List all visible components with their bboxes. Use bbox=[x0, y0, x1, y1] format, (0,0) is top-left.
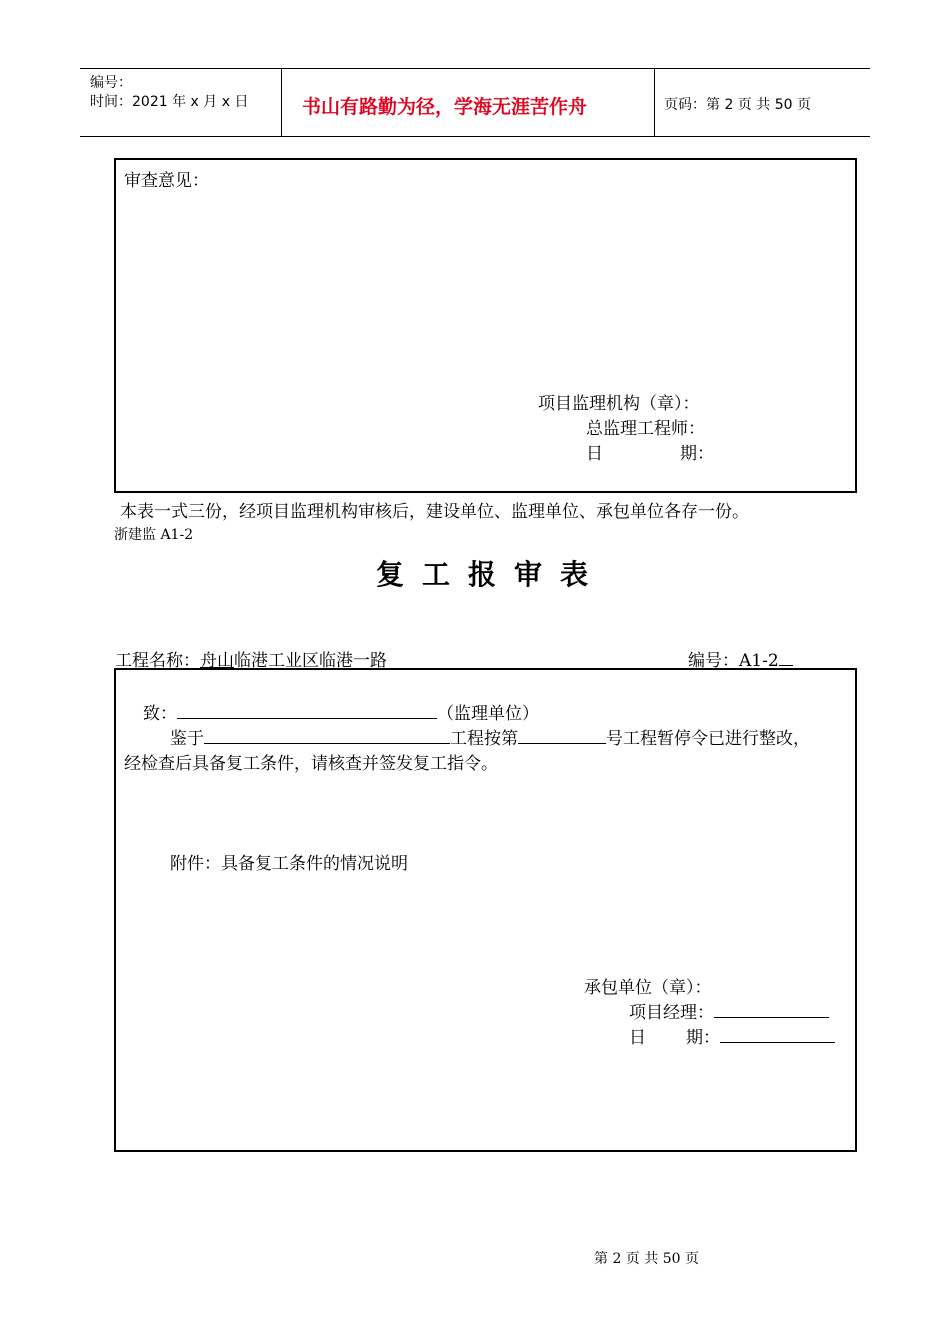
header-bottom-rule bbox=[80, 136, 870, 137]
to-suffix: （监理单位） bbox=[437, 704, 539, 724]
review-opinion-label: 审查意见： bbox=[124, 171, 209, 191]
supervision-unit-field[interactable] bbox=[177, 700, 437, 719]
review-box bbox=[114, 158, 857, 493]
header-page-label: 页码：第 2 页 共 50 页 bbox=[664, 97, 811, 113]
project-number-label: 编号：A1-2 bbox=[688, 651, 779, 671]
project-name-rest: 临港工业区临港一路 bbox=[234, 651, 387, 671]
header-divider bbox=[281, 68, 282, 136]
line3-text: 经检查后具备复工条件，请核查并签发复工指令。 bbox=[124, 754, 498, 774]
line2-prefix: 鉴于 bbox=[170, 729, 204, 749]
manager-row bbox=[629, 998, 829, 1023]
supervision-org-label: 项目监理机构（章）： bbox=[538, 394, 700, 414]
to-row bbox=[143, 699, 539, 724]
header-number-label: 编号： bbox=[90, 75, 132, 91]
header-top-rule bbox=[80, 68, 870, 69]
manager-label: 项目经理： bbox=[629, 1003, 714, 1023]
header-divider bbox=[654, 68, 655, 136]
footer-page-number: 第 2 页 共 50 页 bbox=[594, 1251, 699, 1267]
manager-field[interactable] bbox=[714, 999, 829, 1018]
app-date-label: 日 bbox=[629, 1028, 646, 1048]
date-field[interactable] bbox=[720, 1024, 835, 1043]
stop-order-number-field[interactable] bbox=[518, 725, 606, 744]
review-date-label-2: 期： bbox=[680, 444, 714, 464]
line2-row bbox=[170, 724, 810, 749]
line2-suffix: 号工程暂停令已进行整改， bbox=[606, 729, 810, 749]
chief-engineer-label: 总监理工程师： bbox=[586, 419, 705, 439]
contractor-label: 承包单位（章）： bbox=[584, 978, 712, 998]
project-name-underlined: 舟山 bbox=[200, 651, 234, 671]
project-number-blank[interactable] bbox=[779, 647, 793, 666]
copies-note: 本表一式三份，经项目监理机构审核后，建设单位、监理单位、承包单位各存一份。 bbox=[120, 502, 749, 522]
app-date-label-2: 期： bbox=[686, 1028, 720, 1048]
form-title: 复工报审表 bbox=[376, 558, 607, 591]
to-label: 致： bbox=[143, 704, 177, 724]
project-name-label: 工程名称： bbox=[115, 651, 200, 671]
project-field[interactable] bbox=[204, 725, 450, 744]
form-code: 浙建监 A1-2 bbox=[114, 527, 194, 543]
line2-mid: 工程按第 bbox=[450, 729, 518, 749]
app-date-row bbox=[629, 1023, 835, 1048]
review-date-label: 日 bbox=[586, 444, 603, 464]
attachment-text: 附件：具备复工条件的情况说明 bbox=[170, 854, 408, 874]
header-time-label: 时间：2021 年 x 月 x 日 bbox=[90, 94, 249, 110]
header-motto: 书山有路勤为径，学海无涯苦作舟 bbox=[302, 96, 588, 118]
